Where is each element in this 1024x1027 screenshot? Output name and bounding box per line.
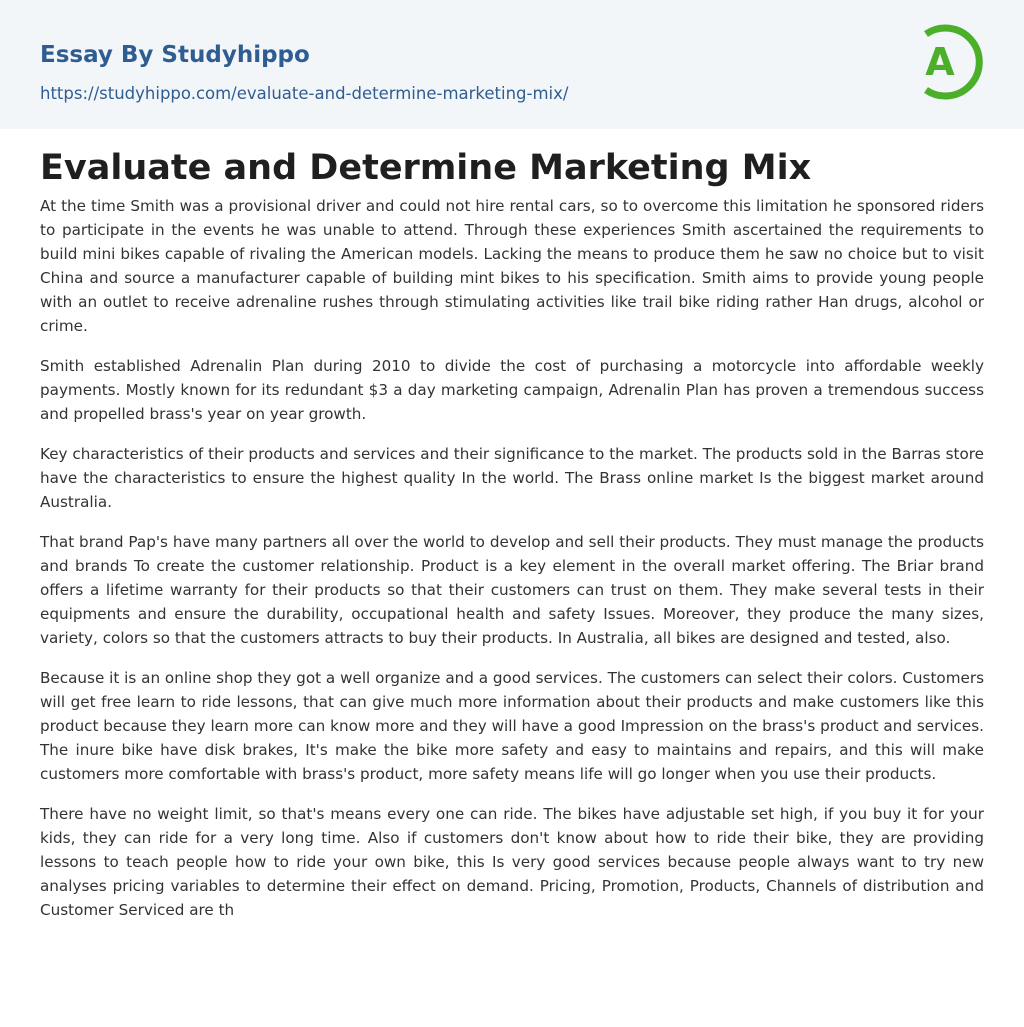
brand-title: Essay By Studyhippo — [40, 42, 310, 68]
article-body — [40, 194, 984, 938]
page-title: Evaluate and Determine Marketing Mix — [40, 148, 812, 188]
article-paragraph: That brand Pap's have many partners all over the world to develop and sell their products. They must manage the products and brands To create the customer relationship. Product is a key element in the overall market offering. The Briar brand offers a lifetime warranty for their products so that their customers can trust on them. They make several tests in their equipments and ensure the durability, occupational health and safety Issues. Moreover, they produce the many sizes, variety, colors so that the customers attracts to buy their products. In Australia, all bikes are designed and tested, also. — [40, 533, 984, 647]
article-paragraph: At the time Smith was a provisional driver and could not hire rental cars, so to overcome this limitation he sponsored riders to participate in the events he was unable to attend. Through these experiences Smith ascertained the requirements to build mini bikes capable of rivaling the American models. Lacking the means to produce them he saw no choice but to visit China and source a manufacturer capable of building mint bikes to his specification. Smith aims to provide young people with an outlet to receive adrenaline rushes through stimulating activities like trail bike riding rather Han drugs, alcohol or crime. — [40, 197, 984, 335]
logo-letter: A — [925, 40, 955, 84]
essay-url-link[interactable]: https://studyhippo.com/evaluate-and-determine-marketing-mix/ — [40, 84, 569, 103]
studyhippo-logo-icon[interactable] — [912, 19, 986, 105]
article-paragraph: Smith established Adrenalin Plan during 2010 to divide the cost of purchasing a motorcycle into affordable weekly payments. Mostly known for its redundant $3 a day marketing campaign, Adrenalin Plan has proven a tremendous success and propelled brass's year on year growth. — [40, 357, 984, 423]
article-paragraph: There have no weight limit, so that's means every one can ride. The bikes have adjustable set high, if you buy it for your kids, they can ride for a very long time. Also if customers don't know about how to ride their bike, they are providing lessons to teach people how to ride your own bike, this Is very good services because people always want to try new analyses pricing variables to determine their effect on demand. Pricing, Promotion, Products, Channels of distribution and Customer Serviced are th — [40, 805, 984, 919]
article-paragraph: Key characteristics of their products and services and their significance to the market. The products sold in the Barras store have the characteristics to ensure the highest quality In the world. The Brass online market Is the biggest market around Australia. — [40, 445, 984, 511]
article-paragraph: Because it is an online shop they got a well organize and a good services. The customers can select their colors. Customers will get free learn to ride lessons, that can give much more information about their products and make customers like this product because they learn more can know more and they will have a good Impression on the brass's product and services. The inure bike have disk brakes, It's make the bike more safety and easy to maintains and repairs, and this will make customers more comfortable with brass's product, more safety means life will go longer when you use their products. — [40, 669, 984, 783]
